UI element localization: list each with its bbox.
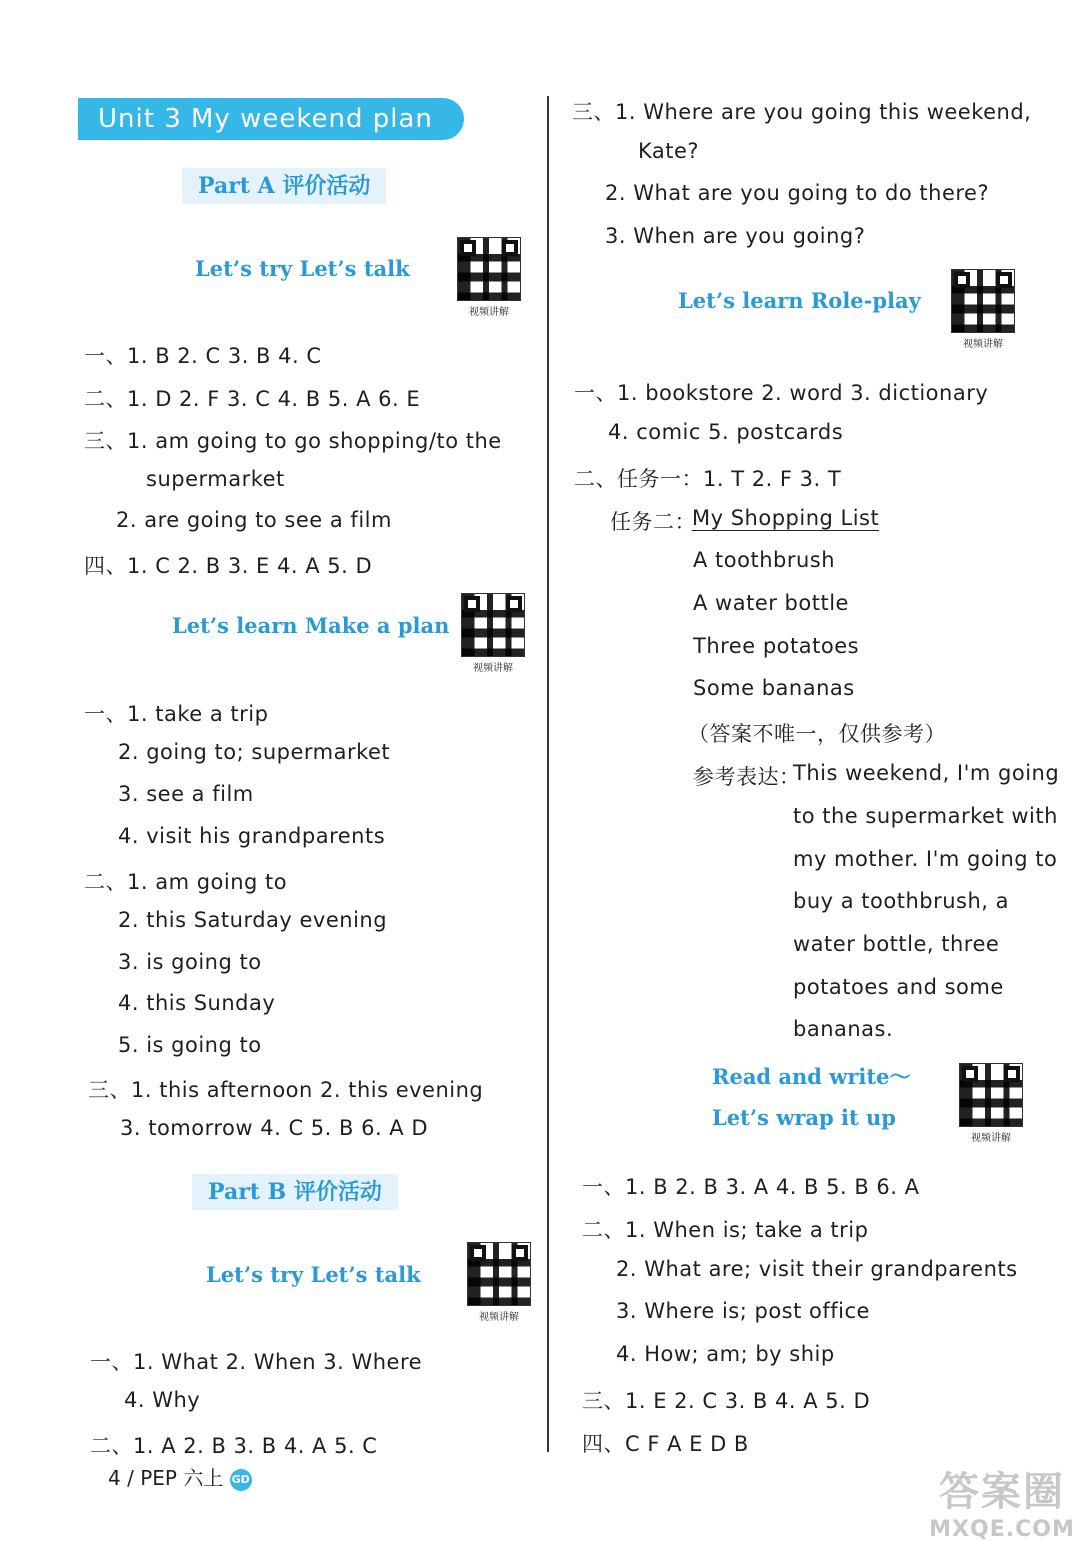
answer-line: A water bottle [693,591,849,615]
answer-line: buy a toothbrush, a [793,889,1010,913]
qr-code-icon [951,269,1015,333]
answer-line: This weekend, I'm going [793,761,1060,785]
answer-line: bananas. [793,1017,894,1041]
section-heading-lets-try-talk-a: Let’s try Let’s talk [195,256,410,281]
answer-line: 二、1. am going to [84,870,288,894]
section-heading-lets-learn-role-play: Let’s learn Role-play [678,288,921,313]
answer-line: 二、任务一：1. T 2. F 3. T [574,467,842,491]
qr-code-video[interactable] [464,1242,534,1323]
answer-line: 二、1. D 2. F 3. C 4. B 5. A 6. E [84,387,421,411]
part-a-heading: Part A 评价活动 [182,168,386,204]
answer-line: 任务二： [610,510,696,534]
page-footer [108,1462,252,1491]
qr-code-icon [467,1242,531,1306]
answer-line: 3. tomorrow 4. C 5. B 6. A D [120,1116,428,1140]
answer-line: water bottle, three [793,932,1000,956]
answer-line: 一、1. B 2. B 3. A 4. B 5. B 6. A [582,1175,920,1199]
qr-label: 视频讲解 [971,1133,1011,1144]
answer-line: 4. Why [124,1388,201,1412]
shopping-list-title: My Shopping List [692,506,880,530]
unit-title-banner: Unit 3 My weekend plan [78,98,464,140]
answer-line: 4. visit his grandparents [118,824,386,848]
answer-line: 三、1. am going to go shopping/to the [84,429,502,453]
qr-label: 视频讲解 [469,307,509,318]
answer-line: 2. What are you going to do there? [605,181,990,205]
qr-code-video[interactable] [458,593,528,674]
site-watermark [927,1460,1077,1542]
answer-line: 二、1. When is; take a trip [582,1218,869,1242]
answer-line: 4. comic 5. postcards [608,420,844,444]
answer-line: 3. Where is; post office [616,1299,870,1323]
answer-line: 一、1. bookstore 2. word 3. dictionary [574,381,989,405]
part-b-heading: Part B 评价活动 [192,1174,398,1210]
answer-line: my mother. I'm going to [793,847,1058,871]
qr-label: 视频讲解 [963,339,1003,350]
answer-line: A toothbrush [693,548,836,572]
qr-code-icon [461,593,525,657]
answer-line: 四、1. C 2. B 3. E 4. A 5. D [84,554,373,578]
qr-code-icon [959,1063,1023,1127]
answer-line: Some bananas [693,676,855,700]
answer-line: 三、1. this afternoon 2. this evening [88,1078,484,1102]
answer-line: 参考表达： [693,765,801,789]
answer-line: Kate? [638,139,700,163]
section-heading-lets-learn-make-plan: Let’s learn Make a plan [172,613,450,638]
answer-line: 二、1. A 2. B 3. B 4. A 5. C [90,1434,378,1458]
answer-line: to the supermarket with [793,804,1058,828]
qr-code-icon [457,237,521,301]
watermark-bottom: MXQE.COM [929,1517,1075,1542]
gd-badge: GD [230,1469,252,1491]
answer-line: 三、1. E 2. C 3. B 4. A 5. D [582,1389,871,1413]
answer-line: （答案不唯一，仅供参考） [688,722,946,746]
answer-line: 2. this Saturday evening [118,908,388,932]
answer-line: 三、1. Where are you going this weekend, [572,100,1032,124]
section-heading-read-write: Read and write～ [712,1064,911,1089]
qr-label: 视频讲解 [473,663,513,674]
answer-line: 一、1. What 2. When 3. Where [90,1350,423,1374]
answer-line: 3. is going to [118,950,262,974]
column-divider [547,96,549,1452]
answer-line: 一、1. take a trip [84,702,269,726]
answer-line: supermarket [146,467,285,491]
answer-line: 2. going to; supermarket [118,740,391,764]
section-heading-wrap-up: Let’s wrap it up [712,1105,896,1130]
answer-line: potatoes and some [793,975,1004,999]
footer-separator: / [127,1466,134,1490]
answer-line: 一、1. B 2. C 3. B 4. C [84,344,322,368]
answer-line: Three potatoes [693,634,860,658]
answer-line: 4. this Sunday [118,991,276,1015]
answer-line: 4. How; am; by ship [616,1342,835,1366]
qr-label: 视频讲解 [479,1312,519,1323]
page-number: 4 [108,1466,121,1490]
qr-code-video[interactable] [948,269,1018,350]
answer-line: 四、C F A E D B [582,1432,749,1456]
answer-line: 3. see a film [118,782,254,806]
section-heading-lets-try-talk-b: Let’s try Let’s talk [206,1262,421,1287]
book-label: PEP 六上 [140,1466,224,1490]
qr-code-video[interactable] [956,1063,1026,1144]
watermark-top: 答案圈 [939,1469,1065,1515]
qr-code-video[interactable] [454,237,524,318]
answer-line: 2. What are; visit their grandparents [616,1257,1018,1281]
answer-line: 5. is going to [118,1033,262,1057]
answer-line: 3. When are you going? [605,224,866,248]
answer-line: 2. are going to see a film [116,508,392,532]
